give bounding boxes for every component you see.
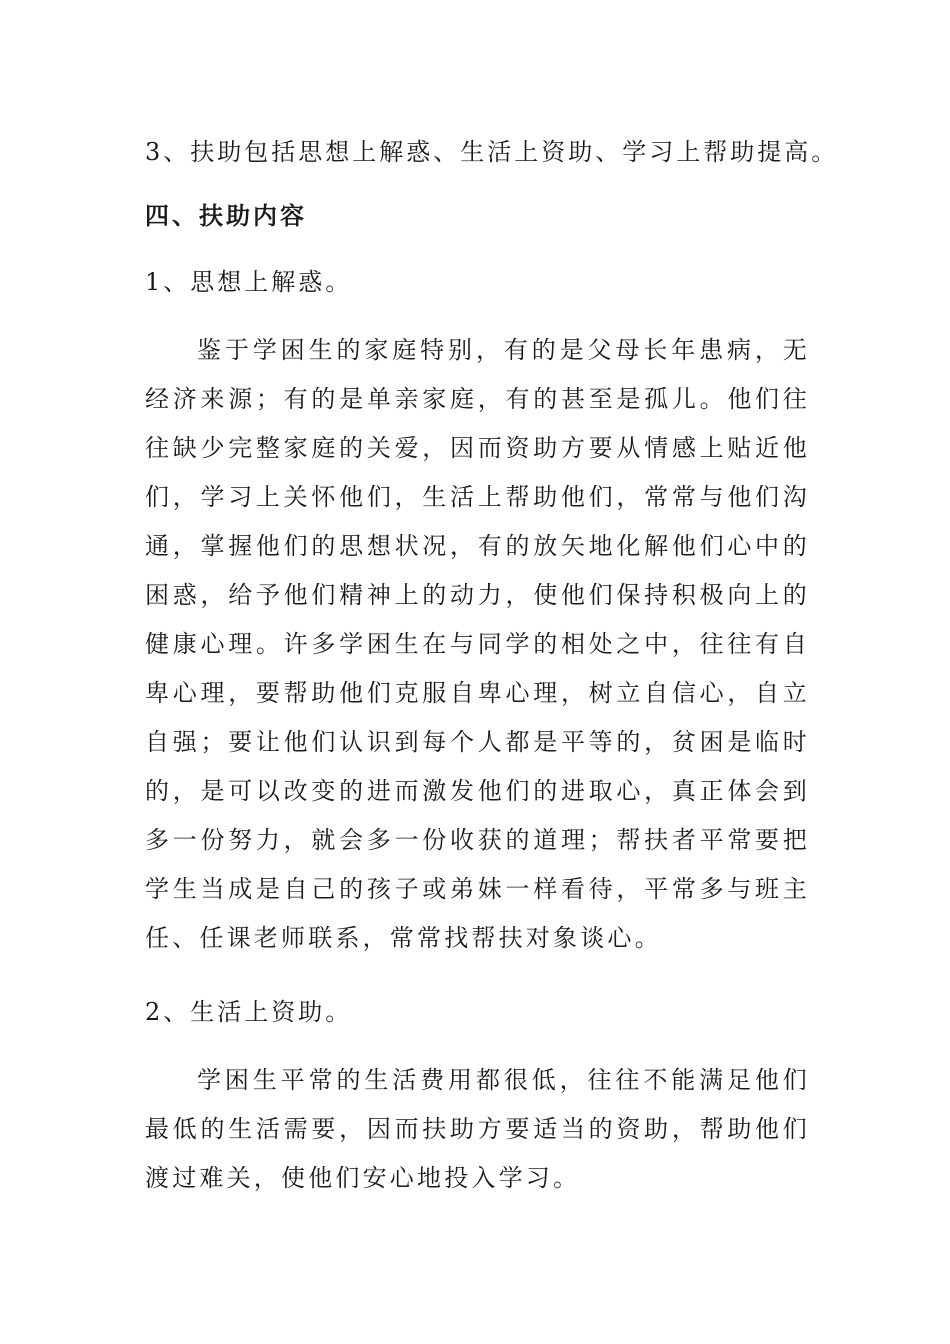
paragraph-life: 学困生平常的生活费用都很低，往往不能满足他们最低的生活需要，因而扶助方要适当的资助，帮助他们渡过难关，使他们安心地投入学习。 [145, 1066, 810, 1192]
paragraph-thought: 鉴于学困生的家庭特别，有的是父母长年患病，无经济来源；有的是单亲家庭，有的甚至是孤儿。他们往往缺少完整家庭的关爱，因而资助方要从情感上贴近他们，学习上关怀他们，生活上帮助他们，常常与他们沟通，掌握他们的思想状况，有的放矢地化解他们心中的困惑，给予他们精神上的动力，使他们保持积极向上的健康心理。许多学困生在与同学的相处之中，往往有自卑心理，要帮助他们克服自卑心理，树立自信心，自立自强；要让他们认识到每个人都是平等的，贫困是临时的，是可以改变的进而激发他们的进取心，真正体会到多一份努力，就会多一份收获的道理；帮扶者平常要把学生当成是自己的孩子或弟妹一样看待，平常多与班主任、任课老师联系，常常找帮扶对象谈心。 [145, 336, 810, 952]
subheading-thought: 1、思想上解惑。 [145, 268, 353, 296]
section-heading: 四、扶助内容 [145, 201, 307, 230]
list-item-3: 3、扶助包括思想上解惑、生活上资助、学习上帮助提高。 [145, 138, 839, 166]
subheading-life: 2、生活上资助。 [145, 998, 353, 1026]
